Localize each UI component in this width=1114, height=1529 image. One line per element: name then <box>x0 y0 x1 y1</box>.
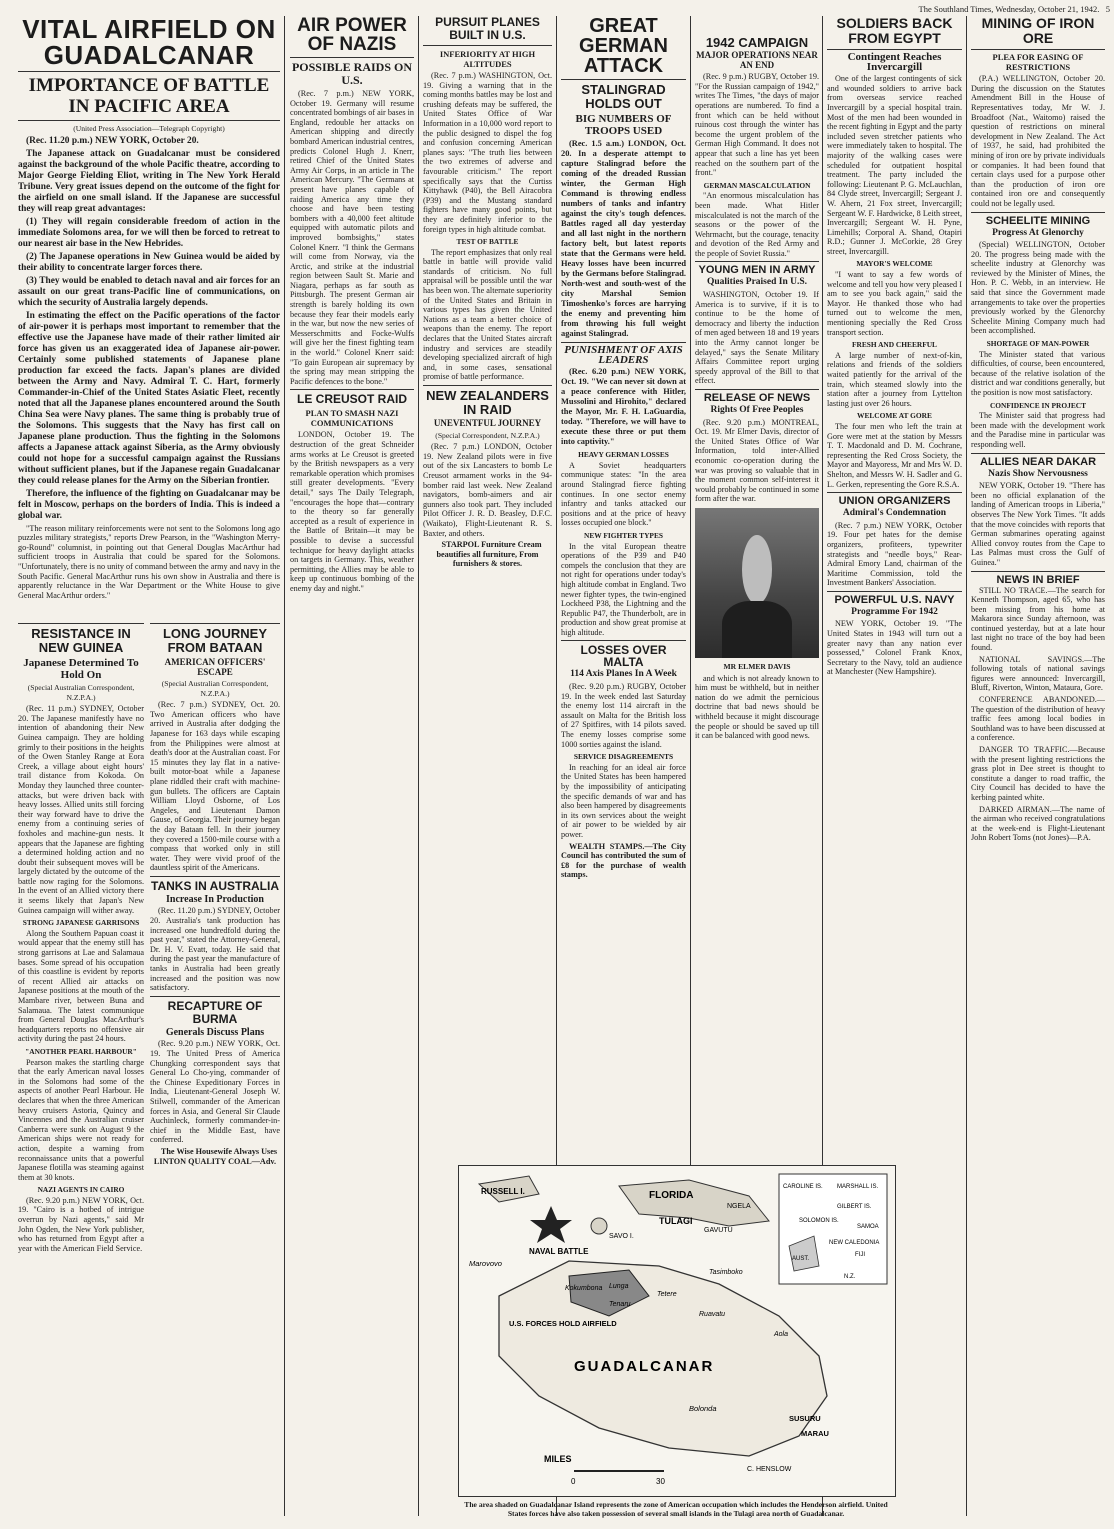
headline: RECAPTURE OF BURMA <box>167 998 263 1026</box>
headline: LE CREUSOT RAID <box>296 392 407 407</box>
divider <box>150 876 280 877</box>
article-body: (Rec. 7 p.m.) WASHINGTON, Oct. 19. Giving a warning that in the coming months battles may be lost and crushing defeats may be suffered, the United States Office of War Information in a 10,000 word report to the public designed to dispel the fog and confusion concerning American planes says: "The truth lies between the two extremes of adverse and favourable criticism." The report specifically says that the Curtiss Kittyhawk (P40), the Bell Airacobra (P39) and the Mustang standard fighters have many good points, but they are definitely inferior to the foreign types in high altitude combat. <box>423 71 552 234</box>
portrait-body <box>722 601 791 658</box>
divider <box>423 385 552 386</box>
brief-item: CONFERENCE ABANDONED.—The question of the distribution of heavy traffic fees among local bodies in Southland was to have been discussed at a conference. <box>971 695 1105 743</box>
subhead: Progress At Glenorchy <box>992 227 1084 238</box>
map-label: FIJI <box>855 1252 865 1258</box>
subhead: Rights Of Free Peoples <box>710 405 804 415</box>
map-label: Kokumbona <box>565 1285 603 1292</box>
lead-point: (1) They will regain considerable freedom of action in the immediate Solomons area, for we will then be forced to retreat to our nearest air base in the New Hebrides. <box>18 216 280 249</box>
bataan-article <box>150 620 280 1515</box>
advertisement: STARPOL Furniture Cream beautifies all furniture, From furnishers & stores. <box>436 540 542 569</box>
subhead: PLAN TO SMASH NAZI COMMUNICATIONS <box>305 408 399 429</box>
subhead: BIG NUMBERS OF TROOPS USED <box>575 113 672 137</box>
map-label: RUSSELL I. <box>481 1187 525 1196</box>
pursuit-planes-article <box>423 16 552 1166</box>
credit-line: (Special Correspondent, N.Z.P.A.) <box>435 430 540 440</box>
map-label: Tetere <box>657 1291 677 1298</box>
article-body: "An enormous miscalculation has been made. What Hitler miscalculated is not the march of the seasons or the power of the Wehrmacht, but the courage, tenacity and devotion of the Red Army and the people of Soviet Russia." <box>695 191 819 258</box>
article-body: The Minister said that progress had been made with the development work and the Paradise mine in particular was responding well. <box>971 411 1105 449</box>
divider <box>971 212 1105 213</box>
subhead: PLEA FOR EASING OF RESTRICTIONS <box>992 52 1084 72</box>
map-label: MARAU <box>801 1429 829 1438</box>
divider <box>695 389 819 390</box>
subhead: 114 Axis Planes In A Week <box>570 669 677 680</box>
guadalcanar-map <box>458 1165 896 1497</box>
column-rule <box>284 16 285 1516</box>
headline: LOSSES OVER MALTA <box>580 643 667 670</box>
article-body: NEW YORK, October 19. "There has been no official explanation of the landing of American troops in Liberia," observes The New York Times. "It adds that the move coincides with reports that German submarines operating against Allied convoy routes from the Cape to Las Palmas must cross the Gulf of Guinea." <box>971 481 1105 567</box>
divider <box>18 120 280 121</box>
subhead: MAJOR OPERATIONS NEAR AN END <box>696 50 818 70</box>
headline: PURSUIT PLANES BUILT IN U.S. <box>435 16 540 42</box>
portrait-photo <box>695 508 819 658</box>
headline: 1942 CAMPAIGN <box>705 35 809 50</box>
map-label: NGELA <box>727 1203 751 1210</box>
section-head: SHORTAGE OF MAN-POWER <box>986 339 1090 349</box>
divider <box>827 492 962 493</box>
article-body: Along the Southern Papuan coast it would appear that the enemy still has strong garrisons at Lae and Salamaua bases. Some spread of his occupation of this coastline is evident by reports of recent Allied air attacks on Japanese positions at the mouth of the Mambare river, between Buna and Salamaua. The latest communique from General Douglas MacArthur's headquarters reports no offensive air activity during the past 24 hours. <box>18 928 144 1044</box>
article-body: "I want to say a few words of welcome and tell you how very pleased I am to see you back again," said the Mayor. He thanked those who had turned out to welcome the men, mentioning specially the Red Cross transport section. <box>827 270 962 337</box>
new-guinea-article <box>18 620 144 1515</box>
headline: TANKS IN AUSTRALIA <box>151 878 279 893</box>
article-body: The Minister stated that various difficulties, of course, been encountered, because of the relative isolation of the district and war conditions generally, but the position is now most satisfactory. <box>971 349 1105 397</box>
map-label: MARSHALL IS. <box>837 1184 879 1190</box>
article-body: (Rec. 6.20 p.m.) NEW YORK, Oct. 19. "We can never sit down at a peace conference with Hitler, Mussolini and Hirohito," declared the Mayor, Mr. F. H. LaGuardia, today. "Therefore, we will have to execute these three or put them into captivity." <box>561 367 686 447</box>
article-body: (Rec. 9.20 p.m.) RUGBY, October 19. In the week ended last Saturday the enemy lost 114 aircraft in the assault on Malta for the British loss of 27 Spitfires, with 14 pilots saved. The enemy losses comprise some 1000 sorties against the island. <box>561 682 686 749</box>
divider <box>971 571 1105 572</box>
brief-item: DARKED AIRMAN.—The name of the airman who received congratulations at the week-end is Flight-Lieutenant John Robert Toms (not Jones)—P.A. <box>971 804 1105 843</box>
headline: STALINGRAD HOLDS OUT <box>581 82 666 111</box>
map-label: Aola <box>774 1331 789 1338</box>
page-number: 5 <box>1105 4 1110 14</box>
headline: ALLIES NEAR DAKAR <box>979 455 1097 468</box>
map-label: U.S. FORCES HOLD AIRFIELD <box>509 1319 617 1328</box>
article-body: (Rec. 11.20 p.m.) SYDNEY, October 20. Australia's tank production has increased one hundredfold during the past year," stated the Attorney-General, Dr. H. V. Evatt, today. He said that during the past year the manufacture of tanks in Australia had been greatly increased and the position was now satisfactory. <box>150 906 280 993</box>
map-label: SAMOA <box>857 1224 879 1230</box>
map-label: Marovovo <box>469 1259 502 1268</box>
headline: NEWS IN BRIEF <box>996 573 1080 586</box>
section-head: FRESH AND CHEERFUL <box>851 340 937 350</box>
divider <box>150 623 280 624</box>
map-label: NEW CALEDONIA <box>829 1240 880 1246</box>
map-label: TULAGI <box>659 1216 693 1226</box>
section-head: "ANOTHER PEARL HARBOUR" <box>25 1046 137 1056</box>
section-head: STRONG JAPANESE GARRISONS <box>22 918 140 928</box>
credit-line: (United Press Association—Telegraph Copyright) <box>73 124 225 133</box>
article-body: In reaching for an ideal air force the United States has been hampered by the impossibility of anticipating the specific demands of war and has also been hampered by disagreements in its own services about the weight of air power to be wielded by air power. <box>561 762 686 839</box>
divider <box>150 996 280 997</box>
article-body: WASHINGTON, October 19. If America is to survive, if it is to continue to be the home of democracy and liberty the induction of men aged between 18 and 19 years into the Army cannot longer be delayed," says the Senate Military Affairs Committee report urging speedy approval of the Bill to that effect. <box>695 290 819 386</box>
article-body: (Rec. 7 p.m.) NEW YORK, October 19. Germany will resume concentrated bombings of air bases in England, redouble her attacks on American shipping and directly bombard American industrial centres, predicts Colonel Hugh J. Knerr, retired Chief of the United States Army Air Corps, in an article in The American Mercury. "The Germans at present have planes capable of raiding America any time they choose and have been testing bombers with a 40,000 feet altitude equipped with automatic pilots and improved bombsights," states Colonel Knerr. "I think the Germans will come from Norway, via the Arctic, and strike at the industrial region between Sault St. Marie and Niagara, perhaps as far south as Pittsburgh. The present German air strength is barely holding its own because they fear their models early in the war, but now the new series of Messerschmitts and Focke-Wulfs will give her the finest fighting team in the world." Colonel Knerr said: "To gain European air supremacy by the spring may mean stripping the Pacific defences to the bone." <box>290 89 414 386</box>
map-label: NAVAL BATTLE <box>529 1247 589 1256</box>
article-body: (Rec. 9.20 p.m.) NEW YORK, Oct. 19. The United Press of America Chungking correspondent says that General Lo Cho-ying, commander of the Chinese Expeditionary Forces in India, Lieutenant-General Joseph W. Stilwell, commander of the American forces in Asia, and General Sir Claude Auchinleck, formerly commander-in-chief in the Middle East, have conferred. <box>150 1039 280 1145</box>
map-label: Ruavatu <box>699 1311 726 1318</box>
map-label: GILBERT IS. <box>837 1204 872 1210</box>
divider <box>18 71 280 72</box>
divider <box>290 57 414 58</box>
divider <box>561 79 686 80</box>
section-head: HEAVY GERMAN LOSSES <box>578 450 669 460</box>
section-head: MAYOR'S WELCOME <box>856 259 933 269</box>
headline: POWERFUL U.S. NAVY <box>834 593 955 606</box>
article-body: Pearson makes the startling charge that the early American naval losses in the Solomons had some of the aspects of another Pearl Harbour. He declares that when the three American heavy cruisers Astoria, Quincy and Vincennes and the Australian cruiser Canberra were sunk on August 9 the American ships were not ready for action, despite a warning from reconnaissance units that a powerful Japanese flotilla was steaming against them at 30 knots. <box>18 1057 144 1182</box>
divider <box>290 389 414 390</box>
subhead: POSSIBLE RAIDS ON U.S. <box>291 60 413 87</box>
article-body: (Special) WELLINGTON, October 20. The progress being made with the scheelite industry at Glenorchy was reviewed by the Minister of Mines, the Hon. P. C. Webb, in an interview. He said that since the Government made arrangements to take over the properties previously worked by the Glenorchy Scheelite Mining Company much had been accomplished. <box>971 240 1105 336</box>
campaign-article <box>695 16 819 1166</box>
article-body: "The reason military reinforcements were not sent to the Solomons long ago puzzles military strategists," reports Drew Pearson, in the "Washington Merry-go-Round" columnist, in pointing out that General Douglas MacArthur had sufficient troops in Australia that could be spared for the Solomons. "Unfortunately, there is no unity of command between the army and navy in the South Pacific. General MacArthur runs his own show in Australia and there is apparently reluctance in the War Department or the White House to give General MacArthur orders." <box>18 523 280 600</box>
map-label: Bolonda <box>689 1404 717 1413</box>
article-body: and which is not already known to him must be withheld, but in neither nation do we admit the pernicious doctrine that bad news should be withheld because it might discourage the people or should be saved up till it can be balanced with good news. <box>695 673 819 741</box>
article-body: The report emphasizes that only real battle in battle will provide valid standards of criticism. No full appraisal will be possible until the war has been won. The alternate superiority of the United States and Britain in various types has given the United Nations as a team a better choice of weapons than the enemy. The report declares that the United States aircraft industry and services are steadily developing specialized aircraft of high and, in some cases, sensational promise of battle performance. <box>423 247 552 382</box>
headline: MINING OF IRON ORE <box>981 16 1095 46</box>
article-body: In the vital European theatre operations of the P39 and P40 compels the conclusion that they are not right for operations under today's high altitude combat in England. Two newer fighter types, the twin-engined Lockheed P38, the Lightning and the Republic P47, the Thunderbolt, are in production and show great promise at high altitude. <box>561 541 686 637</box>
divider <box>695 261 819 262</box>
article-body: (Rec. 7 p.m.) NEW YORK, October 19. Four pet hates for the demise organizers, profiteers, typewriter strategists and "needle boys," Rear-Admiral Emory Land, chairman of the Maritime Commission, told the Investment Bankers' Association. <box>827 520 962 588</box>
column-rule <box>418 16 419 1516</box>
subhead: Admiral's Condemnation <box>842 508 947 519</box>
map-label: C. HENSLOW <box>747 1466 792 1473</box>
article-body: (Rec. 9.20 p.m.) MONTREAL, Oct. 19. Mr Elmer Davis, director of the United States Office of War Information, told inter-Allied economic co-operation during the war was proving so valuable that in the moment common self-interest it would probably be continued in some form after the war. <box>695 417 819 504</box>
section-head: NEW FIGHTER TYPES <box>584 530 663 540</box>
map-label: 30 <box>656 1477 665 1486</box>
map-label: GAVUTU <box>704 1227 733 1234</box>
subhead: Japanese Determined To Hold On <box>23 657 139 681</box>
article-body: NEW YORK, October 19. "The United States in 1943 will turn out a greater navy than any nation ever possessed," Colonel Frank Knox, Secretary to the Navy, told an audience at Manchester (New Hampshire). <box>827 619 962 677</box>
article-body: The four men who left the train at Gore were met at the station by Messrs T. T. Macdonald and D. M. Cochrane, representing the Red Cross Society, the Mayor and Mayoress, Mr and Mrs W. D. Shelton, and Messrs W. H. Sadler and G. L. Gerken, representing the Gore R.S.A. <box>827 421 962 489</box>
headline: RELEASE OF NEWS <box>703 392 811 404</box>
headline: SOLDIERS BACK FROM EGYPT <box>836 16 953 46</box>
photo-caption: MR ELMER DAVIS <box>723 661 791 671</box>
iron-ore-article <box>971 16 1105 1516</box>
lead-paragraph: Therefore, the influence of the fighting on Guadalcanar may be felt in Moscow, perhaps on the borders of India. This is indeed a global war. <box>18 488 280 521</box>
dateline: (Rec. 11.20 p.m.) NEW YORK, October 20. <box>26 135 199 146</box>
credit-line: (Special Australian Correspondent, N.Z.P.A.) <box>27 683 135 702</box>
divider <box>423 45 552 46</box>
map-label: Tasimboko <box>709 1269 743 1276</box>
headline: PUNISHMENT OF AXIS LEADERS <box>564 344 683 366</box>
map-svg <box>459 1166 895 1496</box>
subhead: Generals Discuss Plans <box>165 1026 265 1038</box>
map-label: SUSURU <box>789 1414 821 1423</box>
divider <box>18 623 144 624</box>
subhead: Nazis Show Nervousness <box>988 468 1088 479</box>
section-head: TEST OF BATTLE <box>456 237 519 247</box>
divider <box>827 49 962 50</box>
headline: SCHEELITE MINING <box>985 214 1091 227</box>
lead-subhead: IMPORTANCE OF BATTLE IN PACIFIC AREA <box>28 75 270 117</box>
subhead: Qualities Praised In U.S. <box>706 277 808 288</box>
article-body: (Rec. 7 p.m.) LONDON, October 19. New Zealand pilots were in five out of the six Lancasters to bomb Le Creusot armament works in the 94-bomber raid last week. New Zealand navigators, bomb-aimers and air gunners also took part. They included Pilot Officer J. R. D. Beasley, D.F.C. (Waikato), Flight-Lieutenant R. S. Baxter, and others. <box>423 442 552 538</box>
map-label: GUADALCANAR <box>574 1358 715 1375</box>
map-label: CAROLINE IS. <box>783 1184 823 1190</box>
subhead: AMERICAN OFFICERS' ESCAPE <box>164 657 266 677</box>
article-body: (Rec. 9 p.m.) RUGBY, October 19. "For the Russian campaign of 1942," writes The Times, "the days of major operations are numbered. To find a front which can be held without ruinous cost through the winter has become the urgent problem of the German High Command. It does not appear that such a line has yet been reached on the southern part of the front." <box>695 72 819 178</box>
map-label: Lunga <box>609 1283 629 1290</box>
column-rule <box>966 16 967 1516</box>
lead-paragraph: In estimating the effect on the Pacific operations of the factor of air-power it is perhaps most important to remember that the effective use the Japanese have made of their rather limited air force has given us an exaggerated idea of Japanese air-power. Certainly some published statements of Japanese plane production far exceed the facts. Japan's planes are divided between the Army and Navy. Admiral T. C. Hart, formerly Commander-in-Chief of the United States Asiatic Fleet, recently noted that all the Japanese planes encountered around the South China Sea were Navy planes. The same thing is probably true of the Solomons. This suggests that the Navy has first call on Japanese plane production. Thus the fighting in the Solomons affects a Japanese attack against Siberia, as the Army obviously could not hope for a successful campaign against the Russians without sufficient planes, but if the Japanese regain Guadalcanar they could release planes for the Army on the Siberian frontier. <box>18 310 280 486</box>
divider <box>827 591 962 592</box>
article-body: (Rec. 9.20 p.m.) NEW YORK, Oct. 19. "Cairo is a hotbed of intrigue overrun by Nazi agents," said Mr John Ogden, the New York publisher, who has returned from Egypt after a year with the American Field Service. <box>18 1195 144 1253</box>
banner-headline: GREAT GERMAN ATTACK <box>579 16 668 77</box>
map-label: SOLOMON IS. <box>799 1218 839 1224</box>
stalingrad-article <box>561 16 686 1166</box>
lead-point: (3) They would be enabled to detach naval and air forces for an assault on our great trans-Pacific line of communications, on which the security of Australia largely depends. <box>18 275 280 308</box>
headline: RESISTANCE IN NEW GUINEA <box>31 626 131 655</box>
article-body: (Rec. 1.5 a.m.) LONDON, Oct. 20. In a desperate attempt to capture Stalingrad before the coming of the dreaded Russian winter, the German High Command is throwing endless numbers of tanks and infantry against the city's tough defences. Battles raged all day yesterday and all last night in the northern factory belt, but latest reports state that the Germans were held. Heavy losses have been incurred by the Germans before Stalingrad. North-west and south-west of the city Marshal Semion Timoshenko's forces are harrying the enemy and preventing him from throwing his full weight against Stalingrad. <box>561 139 686 338</box>
advertisement: The Wise Housewife Always Uses LINTON QUALITY COAL—Adv. <box>153 1146 278 1166</box>
map-label: MILES <box>544 1454 572 1464</box>
air-power-article <box>290 16 414 1516</box>
column-rule <box>690 16 691 1166</box>
subhead: Increase In Production <box>166 893 264 905</box>
divider <box>971 453 1105 454</box>
section-head: CONFIDENCE IN PROJECT <box>989 400 1087 410</box>
headline: AIR POWER OF NAZIS <box>297 16 407 55</box>
brief-item: WEALTH STAMPS.—The City Council has contributed the sum of £8 for the purchase of wealth stamps. <box>561 841 686 880</box>
headline: NEW ZEALANDERS IN RAID <box>426 388 549 417</box>
divider <box>971 49 1105 50</box>
article-body: One of the largest contingents of sick and wounded soldiers to arrive back from overseas service reached Invercargill by a special hospital train. Most of the men had been wounded in the recent fighting in Egypt and the party included seven stretcher patients who were immediately taken to hospital. The majority of the walking cases were scheduled for outpatient hospital treatment. The party included the following: Lieutenant P. G. McLauchlan, 84 Clyde street, Invercargill; Sergeant J. W. Ahern, 21 Fox street, Invercargill; Sergeant W. F. Hardwicke, 8 Leith street, Invercargill; Sergeant W. H. Pyne, Limehills; Corporal A. Shand, Otapiri R.D.; Gunner J. McCorkie, 28 Grey street, Invercargill. <box>827 74 962 256</box>
article-body: LONDON, October 19. The destruction of the great Schneider arms works at Le Creusot is greeted by the British newspapers as a very remarkable operation which promises still greater developments. "Every detail," says The Daily Telegraph, "encourages the hope that—contrary to the theory so far generally accepted as a result of experience in the Battle of Britain—it may be possible to devise a successful technique for heavy daylight attacks on targets in Germany. This, weather permitting, the Allies may be able to keep up continuous bombing of the enemy day and night." <box>290 430 414 593</box>
map-caption: The area shaded on Guadalcanar Island represents the zone of American occupation which includes the Henderson airfield. United States forces have also taken possession of several small islands in the Tulagi area north of Guadalcanar. <box>464 1500 888 1518</box>
credit-line: (Special Australian Correspondent, N.Z.P.A.) <box>161 679 269 698</box>
map-label: AUST. <box>792 1256 810 1262</box>
subhead: Contingent Reaches Invercargill <box>847 51 942 73</box>
running-head-text: The Southland Times, Wednesday, October 21, 1942. <box>918 4 1100 14</box>
headline: YOUNG MEN IN ARMY <box>698 264 816 277</box>
headline: LONG JOURNEY FROM BATAAN <box>162 626 267 655</box>
brief-item: STILL NO TRACE.—The search for Kenneth Thompson, aged 65, who has been missing from his home at Makarora since Sunday afternoon, was continued yesterday, but at a late hour last night no trace of the boy had been found. <box>971 585 1105 653</box>
portrait-face <box>742 535 772 604</box>
article-body: (P.A.) WELLINGTON, October 20. During the discussion on the Statutes Amendment Bill in the House of Representatives today, Mr W. J. Broadfoot (Nat., Waitomo) raised the question of restrictions on mineral development in New Zealand. The Act of 1937, he said, had prohibited the mining of iron ore by private individuals or companies. It had been found that certain clays used for a purpose other than the production of iron ore contained iron ore and consequently could not be legally used. <box>971 74 1105 208</box>
subhead: INFERIORITY AT HIGH ALTITUDES <box>439 49 536 69</box>
lead-point: (2) The Japanese operations in New Guinea would be aided by their ability to concentrate larger forces there. <box>18 251 280 273</box>
section-head: SERVICE DISAGREEMENTS <box>573 752 674 762</box>
map-label: FLORIDA <box>649 1190 694 1201</box>
map-label: N.Z. <box>844 1274 856 1280</box>
article-body: A Soviet headquarters communique states: "In the area around Stalingrad fierce fighting continues. In one sector enemy infantry and tanks attacked our positions and at the price of heavy losses occupied one block." <box>561 460 686 528</box>
section-head: WELCOME AT GORE <box>857 411 932 421</box>
headline: UNION ORGANIZERS <box>838 495 951 508</box>
brief-item: NATIONAL SAVINGS.—The following totals of national savings figures were announced: Invercargill, Bluff, Riverton, Winton, Mataura, Gore. <box>971 654 1105 693</box>
article-body: (Rec. 7 p.m.) SYDNEY, Oct. 20. Two American officers who have arrived in Australia after dodging the Japanese for 163 days while escaping from the Philippines were almost at death's door at the Australian coast. For 15 minutes they lay flat in a native-built motor-boat while a Japanese plane riddled their craft with machine-gun bullets. The officers are Captain William Lloyd Osborne, of Los Angeles, and Lieutenant Damon Gause, of Georgia. Their journey began the day Bataan fell. In their journey they covered a 1500-mile course with a compass that worked only in still water. They were vivid proof of the dauntless spirit of the Americans. <box>150 700 280 873</box>
divider <box>561 342 686 343</box>
subhead: UNEVENTFUL JOURNEY <box>433 418 542 428</box>
running-head <box>880 4 1110 14</box>
lead-paragraph: The Japanese attack on Guadalcanar must be considered against the background of the whole Pacific theatre, according to Major George Fielding Eliot, writing in The New York Herald Tribune. Very great issues depend on the outcome of the fight for the airfield on one small island. If the Japanese are successful they will reap great advantages: <box>18 148 280 214</box>
subhead: Programme For 1942 <box>851 606 938 617</box>
map-label: Tenaru <box>609 1301 631 1308</box>
article-body: A large number of next-of-kin, relations and friends of the soldiers waited patiently for the arrival of the train, which steamed slowly into the station after a journey from Lyttelton lasting just over 26 hours. <box>827 350 962 408</box>
divider <box>561 640 686 641</box>
section-head: GERMAN MASCALCULATION <box>703 180 811 190</box>
brief-item: DANGER TO TRAFFIC.—Because with the present lighting restrictions the grass plot in Dee street is thought to constitute a danger to road traffic, the City Council has decided to have the kerbing painted white. <box>971 745 1105 802</box>
savo-island <box>591 1218 607 1234</box>
map-label: 0 <box>571 1477 576 1486</box>
section-head: NAZI AGENTS IN CAIRO <box>37 1185 125 1195</box>
article-body: (Rec. 11 p.m.) SYDNEY, October 20. The Japanese manifestly have no intention of abandoning their New Guinea campaign. They are holding grimly to their positions in the heights of the Owen Stanley Range at Eora Creek, a village about eight hours' trail distance from Kokoda. On Monday they launched three counter-attacks, but were driven back with heavy losses. Allied units still forcing their way forward have to drive the enemy from a continuing series of foxholes and machine-gun nests. It appears that the Japanese are fighting a determined holding action and no doubt their subsequent moves will be largely dictated by the outcome of the battle now raging for the Solomons. In the event of an Allied victory there it seems likely that Japan's New Guinea campaign will wither away. <box>18 704 144 915</box>
lead-headline: VITAL AIRFIELD ON GUADALCANAR <box>22 16 276 70</box>
lead-article <box>18 16 280 611</box>
map-label: SAVO I. <box>609 1233 634 1240</box>
